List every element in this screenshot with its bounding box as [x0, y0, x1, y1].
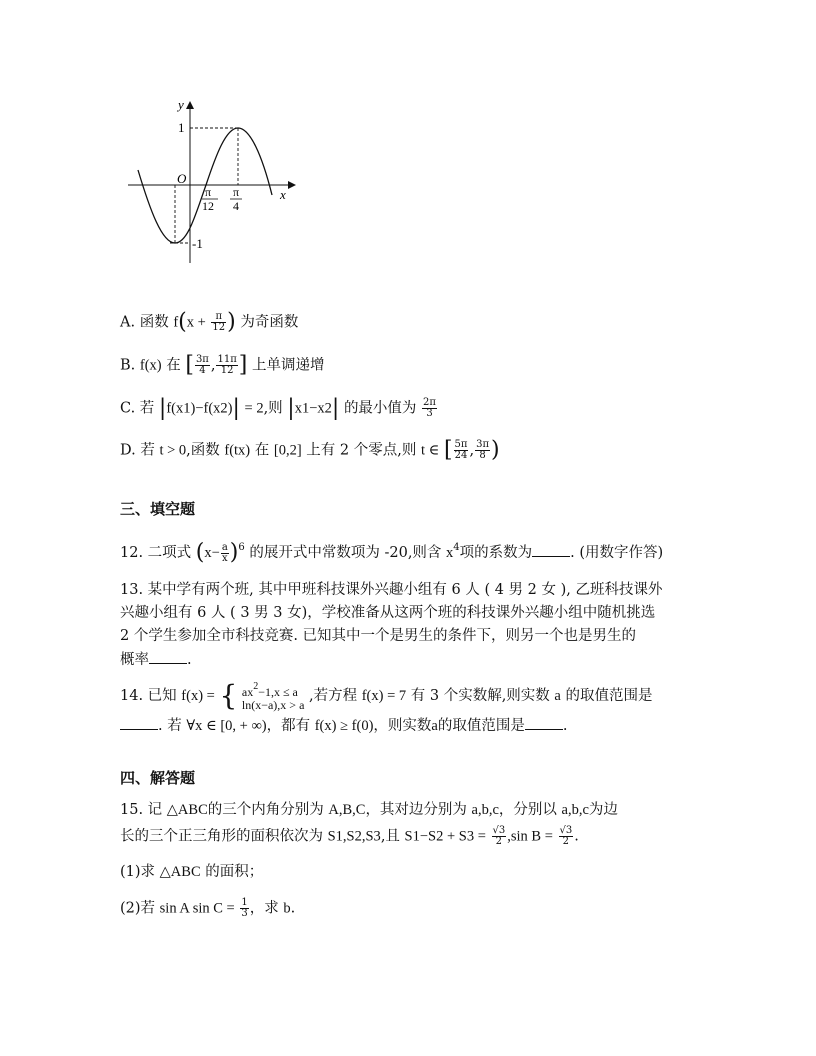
question-15-line2: 长的三个正三角形的面积依次为 S1,S2,S3,且 S1−S2 + S3 = $\frac{√3}{2}$ ,sin B = $\frac{√3}{2}$ . — [120, 825, 579, 847]
option-a: A. 函数 f(x + $\frac{\pi}{12}$ ) 为奇函数 — [120, 309, 299, 335]
b-fraction-1: $\frac{3\pi}{4}$ — [195, 354, 209, 376]
question-15-part1: (1)求 △ABC 的面积； — [120, 864, 264, 880]
q15-fraction-3: $\frac{1}{3}$ — [241, 897, 248, 919]
a-fraction: $\frac{\pi}{12}$ — [212, 311, 226, 333]
question-15-part2: (2)若 sin A sin C = $\frac{1}{3}$ ，求 b. — [120, 897, 296, 919]
option-b: B. f(x) 在 [ $\frac{3\pi}{4}$ , $\frac{11\pi}{12}$ ] 上单调递增 — [120, 352, 325, 378]
question-12: 12. 二项式 (x− $\frac{a}{x}$ )$^6$ 的展开式中常数项为 -20,则含 $x^4$项的系数为 . (用数字作答) — [120, 540, 664, 565]
y-min-label: -1 — [192, 236, 203, 251]
q12-fraction: $\frac{a}{x}$ — [221, 541, 228, 564]
question-13-line1: 13. 某中学有两个班, 其中甲班科技课外兴趣小组有 6 人 ( 4 男 2 女 ), 乙班科技课外 — [120, 582, 663, 598]
option-d: D. 若 t > 0,函数 f(tx) 在 [0,2] 上有 2 个零点,则 t ∈ [ $\frac{5\pi}{24}$ , $\frac{3\pi}{8}$ ) — [120, 437, 500, 463]
c-fraction: $\frac{2\pi}{3}$ — [423, 397, 436, 419]
tick-pi4-den: 4 — [233, 199, 239, 213]
q15-fraction-2: $\frac{√3}{2}$ — [559, 825, 573, 847]
question-13-line2: 兴趣小组有 6 人 ( 3 男 3 女)，学校准备从这两个班的科技课外兴趣小组中随机挑选 — [120, 605, 656, 621]
answer-blank[interactable] — [149, 649, 187, 664]
y-max-label: 1 — [178, 120, 185, 135]
x-label: x — [280, 187, 286, 202]
d-fraction-2: $\frac{3\pi}{8}$ — [476, 439, 490, 461]
q15-fraction-1: $\frac{√3}{2}$ — [492, 825, 506, 847]
tick-pi12-den: 12 — [202, 199, 214, 213]
piecewise-cases: $ax^2-1,x \le a$ ln(x−a),x > a — [241, 681, 305, 712]
question-14-line1: 14. 已知 f(x) = { $ax^2-1,x \le a$ ln(x−a),x > a ,若方程 f(x) = 7 有 3 个实数解,则实数 a 的取值范围是 — [120, 679, 653, 712]
origin-label: O — [177, 171, 187, 186]
answer-blank[interactable] — [525, 715, 563, 730]
y-axis-arrow — [186, 101, 194, 109]
d-fraction-1: $\frac{5\pi}{24}$ — [454, 439, 468, 461]
question-15-line1: 15. 记 △ABC的三个内角分别为 A,B,C，其对边分别为 a,b,c，分别以 a,b,c为边 — [120, 802, 618, 818]
tick-pi4-num: π — [233, 185, 240, 199]
section-3-title: 三、填空题 — [120, 500, 196, 518]
section-4-title: 四、解答题 — [120, 769, 196, 787]
b-fraction-2: $\frac{11\pi}{12}$ — [217, 354, 237, 376]
question-14-line2: . 若 ∀x ∈ [0, + ∞)，都有 f(x) ≥ f(0)，则实数a的取值范围是 . — [120, 715, 567, 736]
question-13-line3: 2 个学生参加全市科技竞赛. 已知其中一个是男生的条件下，则另一个也是男生的 — [120, 628, 637, 644]
answer-blank[interactable] — [120, 715, 158, 730]
option-c: C. 若 |f(x1)−f(x2)| = 2,则 |x1−x2| 的最小值为 $\frac{2\pi}{3}$ — [120, 395, 436, 421]
question-13-line4: 概率 . — [120, 649, 192, 670]
y-label: y — [178, 97, 184, 112]
x-axis-arrow — [288, 181, 296, 189]
function-graph — [120, 95, 300, 270]
tick-pi12-num: π — [205, 185, 212, 199]
answer-blank[interactable] — [532, 542, 570, 557]
